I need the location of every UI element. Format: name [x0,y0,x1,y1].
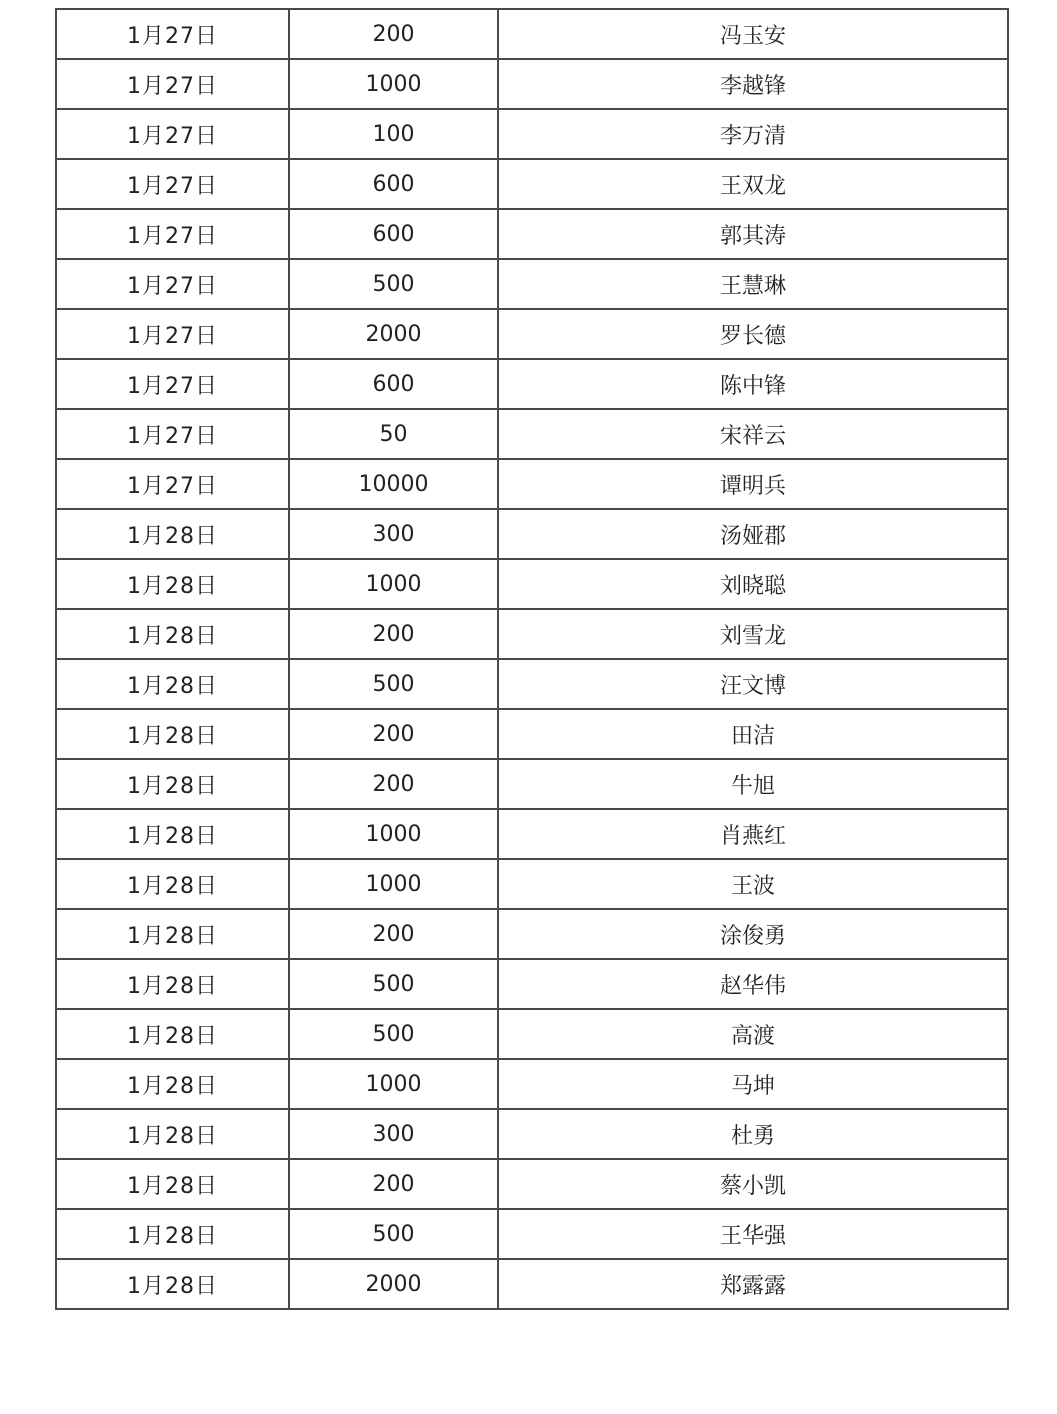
name-cell: 王慧琳 [498,259,1008,309]
table-row [56,1009,1008,1059]
amount-cell: 1000 [289,1059,498,1109]
amount-cell: 200 [289,759,498,809]
table-body [56,9,1008,1309]
name-cell: 宋祥云 [498,409,1008,459]
table-row [56,509,1008,559]
name-cell: 牛旭 [498,759,1008,809]
table-row [56,809,1008,859]
amount-cell: 200 [289,909,498,959]
name-cell: 王华强 [498,1209,1008,1259]
amount-cell: 600 [289,159,498,209]
name-cell: 郑露露 [498,1259,1008,1309]
date-cell: 1月28日 [56,909,289,959]
date-cell: 1月28日 [56,1209,289,1259]
table-row [56,959,1008,1009]
amount-cell: 600 [289,209,498,259]
name-cell: 王波 [498,859,1008,909]
date-cell: 1月28日 [56,709,289,759]
name-cell: 刘雪龙 [498,609,1008,659]
name-cell: 肖燕红 [498,809,1008,859]
name-cell: 谭明兵 [498,459,1008,509]
amount-cell: 1000 [289,559,498,609]
table-row [56,609,1008,659]
table-row [56,1109,1008,1159]
table-row [56,159,1008,209]
amount-cell: 200 [289,709,498,759]
name-cell: 高渡 [498,1009,1008,1059]
amount-cell: 2000 [289,309,498,359]
amount-cell: 2000 [289,1259,498,1309]
date-cell: 1月28日 [56,809,289,859]
amount-cell: 100 [289,109,498,159]
amount-cell: 200 [289,9,498,59]
date-cell: 1月28日 [56,609,289,659]
amount-cell: 1000 [289,859,498,909]
date-cell: 1月28日 [56,1059,289,1109]
date-cell: 1月28日 [56,1009,289,1059]
table-row [56,859,1008,909]
table-row [56,409,1008,459]
amount-cell: 300 [289,1109,498,1159]
name-cell: 李万清 [498,109,1008,159]
date-cell: 1月27日 [56,59,289,109]
table-row [56,9,1008,59]
amount-cell: 500 [289,259,498,309]
name-cell: 蔡小凯 [498,1159,1008,1209]
amount-cell: 500 [289,959,498,1009]
table-row [56,909,1008,959]
date-cell: 1月28日 [56,759,289,809]
date-cell: 1月27日 [56,409,289,459]
table-row [56,559,1008,609]
amount-cell: 1000 [289,59,498,109]
date-cell: 1月28日 [56,509,289,559]
table-row [56,1209,1008,1259]
date-cell: 1月28日 [56,1109,289,1159]
date-cell: 1月28日 [56,859,289,909]
donation-table [55,8,1009,1310]
date-cell: 1月28日 [56,1259,289,1309]
date-cell: 1月27日 [56,9,289,59]
name-cell: 汪文博 [498,659,1008,709]
name-cell: 涂俊勇 [498,909,1008,959]
table-row [56,709,1008,759]
table-row [56,309,1008,359]
name-cell: 刘晓聪 [498,559,1008,609]
name-cell: 赵华伟 [498,959,1008,1009]
date-cell: 1月28日 [56,959,289,1009]
table-row [56,209,1008,259]
table-row [56,109,1008,159]
name-cell: 田洁 [498,709,1008,759]
amount-cell: 200 [289,609,498,659]
date-cell: 1月27日 [56,159,289,209]
date-cell: 1月27日 [56,109,289,159]
table-row [56,1159,1008,1209]
name-cell: 王双龙 [498,159,1008,209]
amount-cell: 50 [289,409,498,459]
table-row [56,59,1008,109]
table-row [56,359,1008,409]
name-cell: 罗长德 [498,309,1008,359]
amount-cell: 10000 [289,459,498,509]
amount-cell: 500 [289,1209,498,1259]
name-cell: 马坤 [498,1059,1008,1109]
date-cell: 1月27日 [56,359,289,409]
name-cell: 冯玉安 [498,9,1008,59]
name-cell: 陈中锋 [498,359,1008,409]
donation-table-container [55,8,1007,1310]
table-row [56,1259,1008,1309]
table-row [56,1059,1008,1109]
date-cell: 1月28日 [56,559,289,609]
date-cell: 1月27日 [56,209,289,259]
amount-cell: 500 [289,659,498,709]
date-cell: 1月28日 [56,659,289,709]
date-cell: 1月27日 [56,459,289,509]
table-row [56,759,1008,809]
table-row [56,459,1008,509]
table-row [56,659,1008,709]
name-cell: 郭其涛 [498,209,1008,259]
amount-cell: 200 [289,1159,498,1209]
amount-cell: 300 [289,509,498,559]
table-row [56,259,1008,309]
date-cell: 1月27日 [56,259,289,309]
amount-cell: 1000 [289,809,498,859]
name-cell: 李越锋 [498,59,1008,109]
name-cell: 杜勇 [498,1109,1008,1159]
date-cell: 1月27日 [56,309,289,359]
amount-cell: 500 [289,1009,498,1059]
date-cell: 1月28日 [56,1159,289,1209]
amount-cell: 600 [289,359,498,409]
name-cell: 汤娅郡 [498,509,1008,559]
